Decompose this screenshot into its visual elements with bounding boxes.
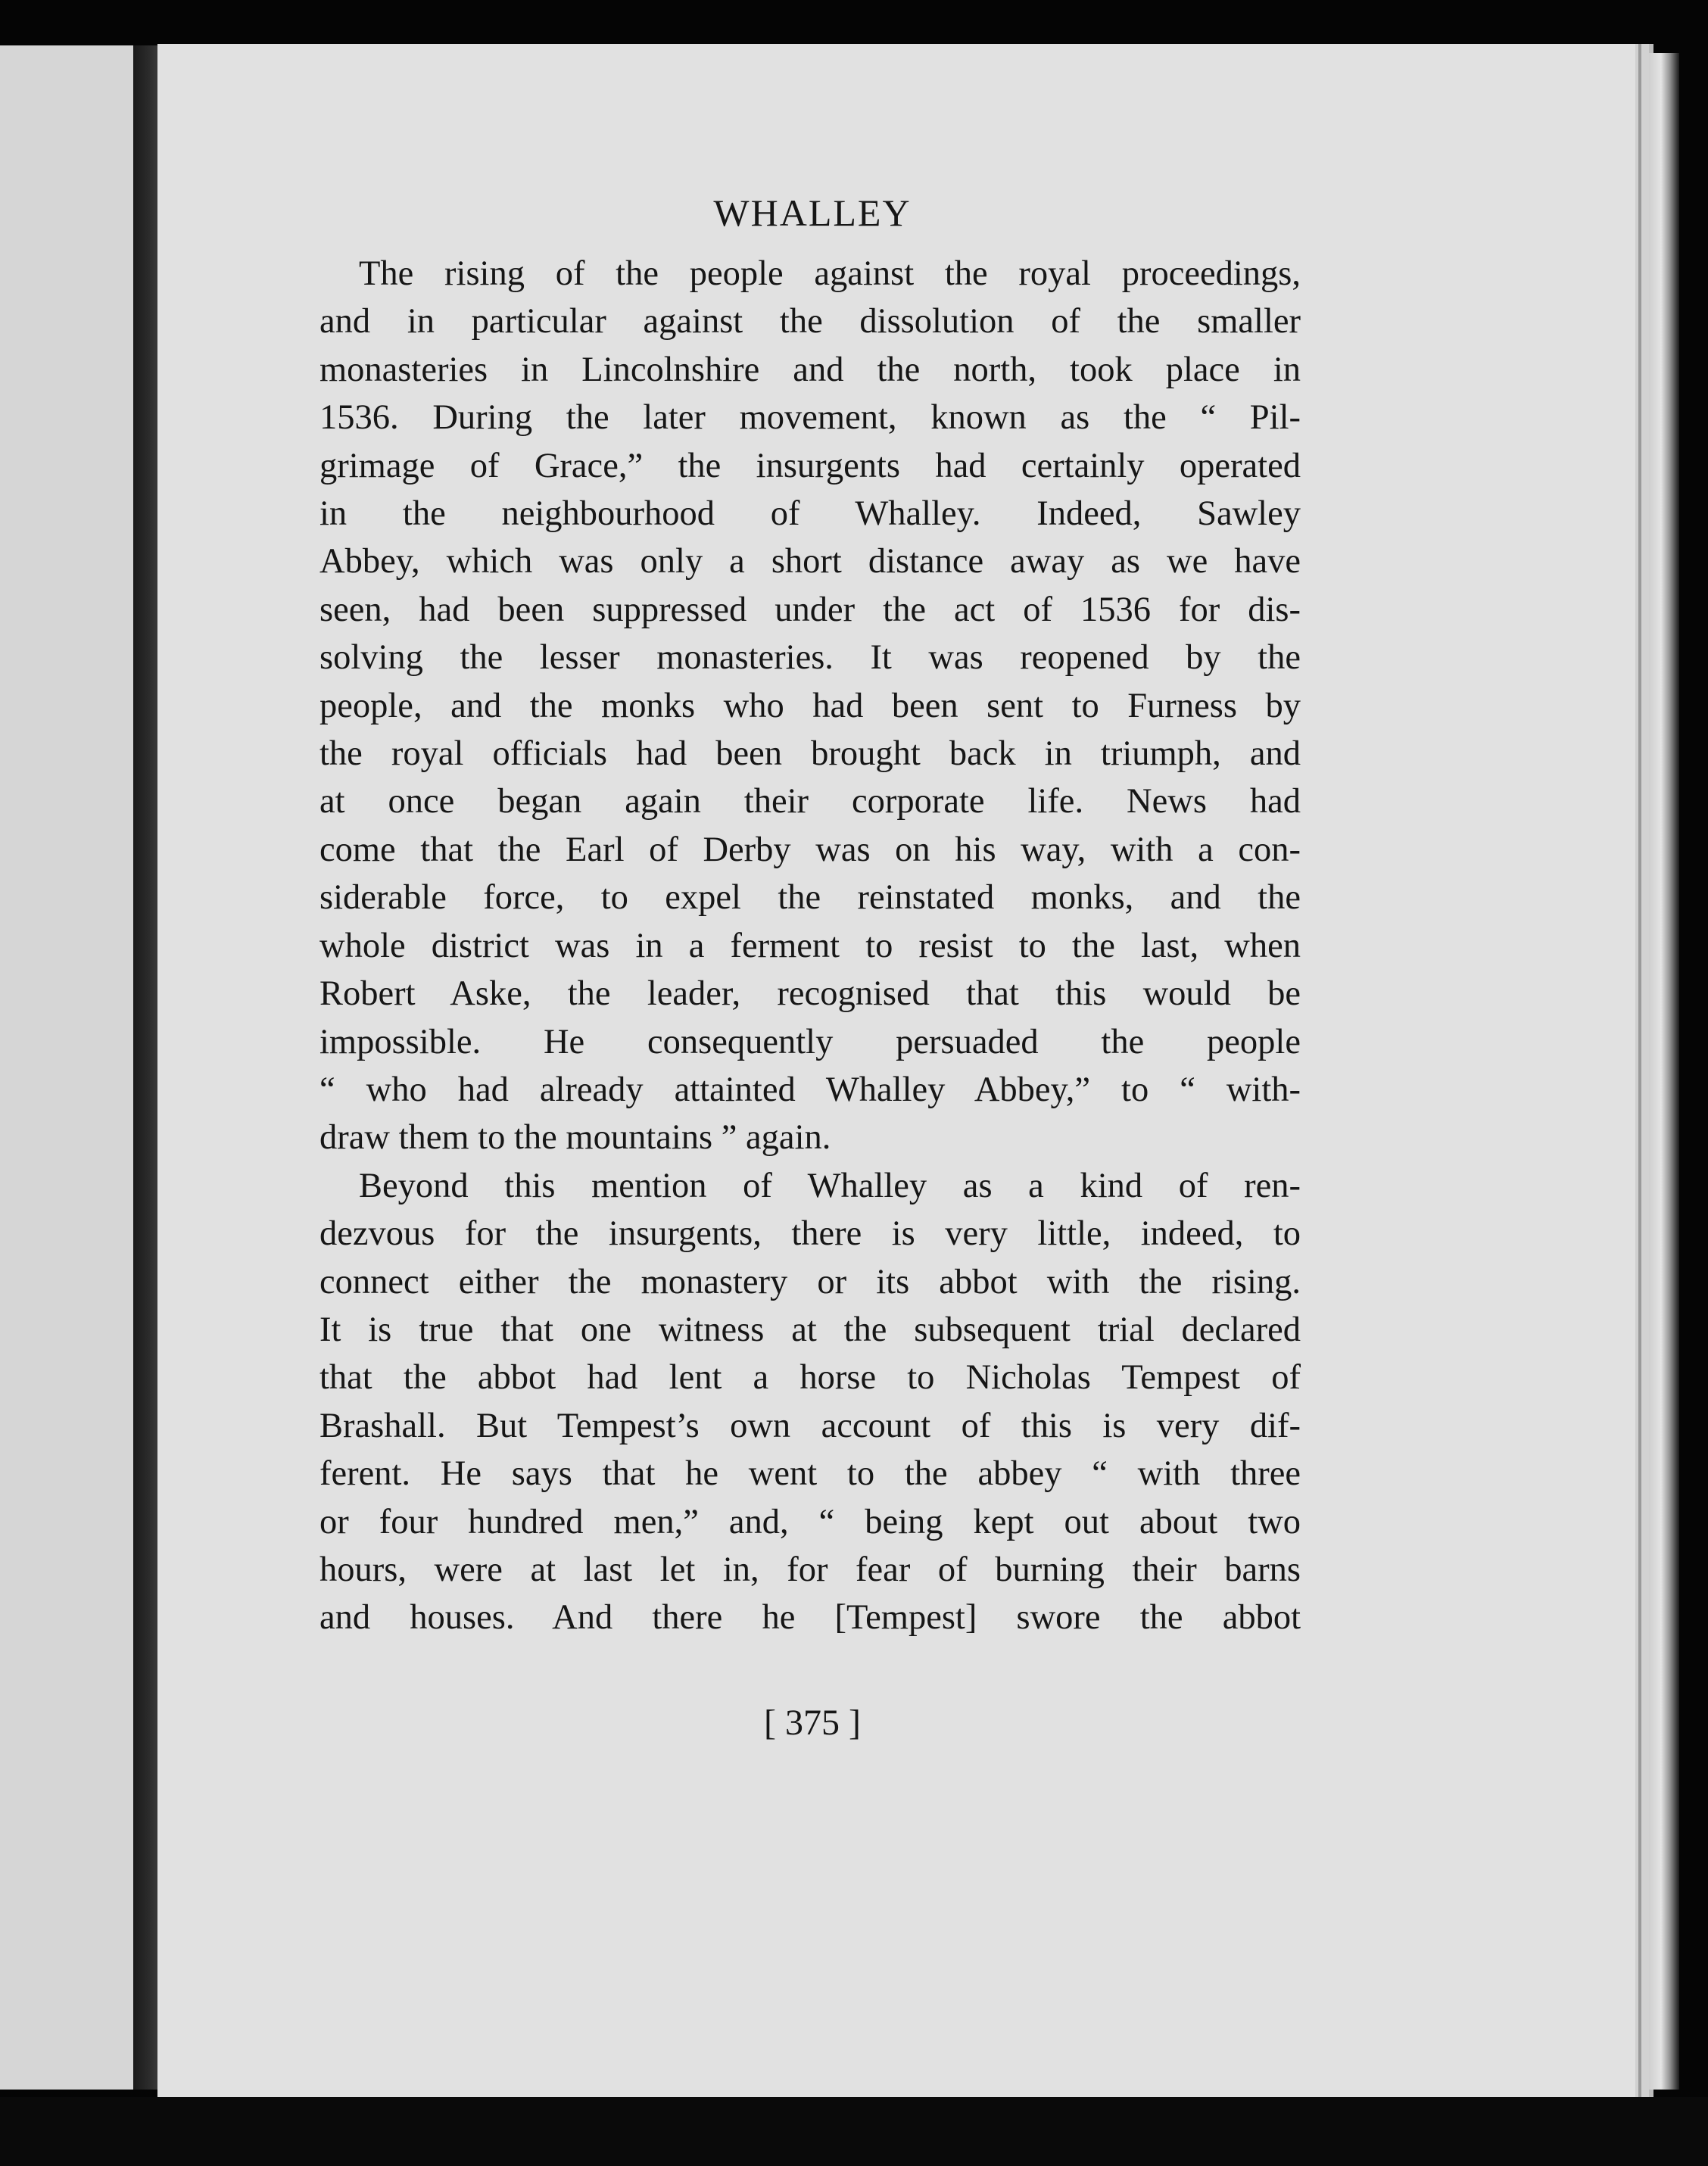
text-line: Robert Aske, the leader, recognised that this would be [319,974,1301,1014]
body-text [319,250,1301,1642]
text-line: grimage of Grace,” the insurgents had certainly operated [319,446,1301,485]
text-line: “ who had already attainted Whalley Abbey,” to “ with- [319,1070,1301,1109]
text-line: monasteries in Lincolnshire and the north, took place in [319,350,1301,389]
text-line: seen, had been suppressed under the act of 1536 for dis- [319,590,1301,629]
text-line: at once began again their corporate life. News had [319,782,1301,821]
book-gutter [133,45,159,2090]
text-line: It is true that one witness at the subsequent trial declared [319,1310,1301,1349]
running-title: WHALLEY [713,192,912,234]
text-line: that the abbot had lent a horse to Nicholas Tempest of [319,1358,1301,1398]
text-line: people, and the monks who had been sent to Furness by [319,686,1301,725]
scan-background [0,2097,1708,2166]
text-line: impossible. He consequently persuaded the people [319,1022,1301,1061]
text-line: The rising of the people against the royal proceedings, [359,254,1301,293]
text-line: Brashall. But Tempest’s own account of this is very dif- [319,1406,1301,1445]
text-line: and houses. And there he [Tempest] swore the abbot [319,1598,1301,1638]
text-line: the royal officials had been brought back in triumph, and [319,734,1301,774]
text-line: come that the Earl of Derby was on his way, with a con- [319,830,1301,869]
facing-page-edge [0,45,135,2090]
text-line: ferent. He says that he went to the abbey “ with three [319,1454,1301,1494]
text-line: Abbey, which was only a short distance away as we have [319,542,1301,581]
text-line: Beyond this mention of Whalley as a kind of ren- [359,1166,1301,1205]
text-line: 1536. During the later movement, known as the “ Pil- [319,398,1301,438]
text-line: whole district was in a ferment to resist to the last, when [319,926,1301,965]
text-line: or four hundred men,” and, “ being kept out about two [319,1502,1301,1541]
text-line: siderable force, to expel the reinstated monks, and the [319,878,1301,918]
text-line: dezvous for the insurgents, there is very little, indeed, to [319,1214,1301,1254]
text-line: draw them to the mountains ” again. [319,1118,831,1158]
text-line: connect either the monastery or its abbot with the rising. [319,1262,1301,1301]
text-line: solving the lesser monasteries. It was reopened by the [319,638,1301,678]
page-number: [ 375 ] [764,1703,861,1743]
text-line: and in particular against the dissolution of the smaller [319,302,1301,341]
page-fore-edge [1649,53,1679,2090]
text-line: hours, were at last let in, for fear of burning their barns [319,1550,1301,1589]
text-line: in the neighbourhood of Whalley. Indeed, Sawley [319,494,1301,534]
